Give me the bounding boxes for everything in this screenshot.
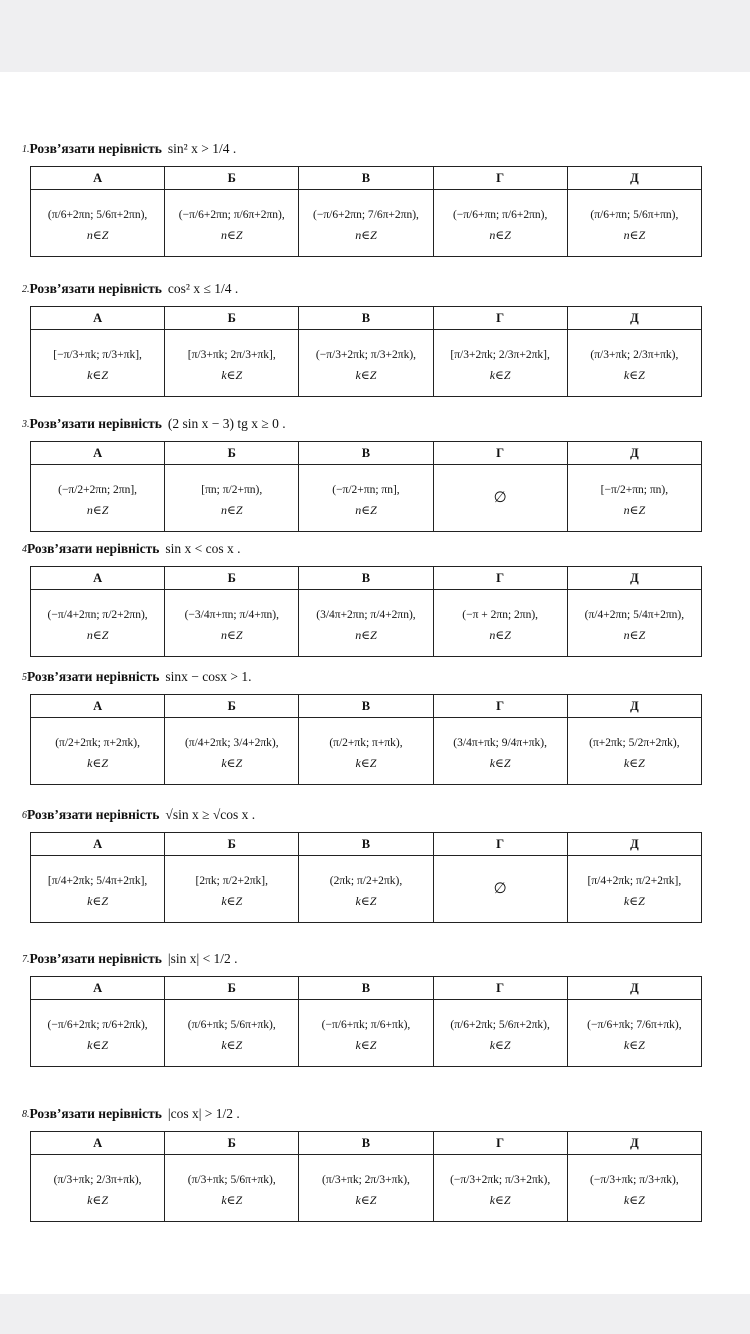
option-condition: k∈Z — [355, 1038, 377, 1052]
option-d[interactable] — [567, 465, 701, 532]
option-condition: k∈Z — [355, 1193, 377, 1207]
option-answer: (π/4+2πk; 3/4+2πk), — [184, 737, 279, 749]
header-g: Г — [433, 833, 567, 856]
option-answer: (π/4+2πn; 5/4π+2πn), — [584, 609, 685, 621]
option-answer: (π/6+πk; 5/6π+πk), — [187, 1019, 276, 1031]
option-b[interactable] — [165, 330, 299, 397]
option-b[interactable] — [165, 1155, 299, 1222]
option-condition: n∈Z — [623, 228, 646, 242]
empty-set-symbol: ∅ — [493, 881, 507, 897]
option-answer: (π/2+2πk; π+2πk), — [55, 737, 140, 749]
option-v[interactable] — [299, 190, 433, 257]
option-condition: k∈Z — [623, 894, 645, 908]
header-g: Г — [433, 307, 567, 330]
worksheet-page — [0, 72, 750, 1294]
option-b[interactable] — [165, 465, 299, 532]
header-v: В — [299, 442, 433, 465]
answer-table — [30, 694, 702, 785]
option-answer: [−π/2+πn; πn), — [600, 484, 669, 496]
answer-table — [30, 976, 702, 1067]
header-v: В — [299, 567, 433, 590]
option-answer: (π/6+2πk; 5/6π+2πk), — [450, 1019, 550, 1031]
header-b: Б — [165, 167, 299, 190]
header-v: В — [299, 167, 433, 190]
option-answer: (π/3+πk; 2π/3+πk), — [321, 1174, 410, 1186]
header-a: А — [31, 833, 165, 856]
option-condition: n∈Z — [355, 228, 377, 242]
option-answer: [π/3+πk; 2π/3+πk], — [187, 349, 276, 361]
answer-table — [30, 441, 702, 532]
problem-expression: sin² x > 1/4 . — [167, 141, 237, 156]
option-d[interactable] — [567, 590, 701, 657]
header-v: В — [299, 833, 433, 856]
option-d[interactable] — [567, 856, 701, 923]
problem-question — [22, 407, 702, 441]
answer-table — [30, 832, 702, 923]
header-b: Б — [165, 833, 299, 856]
header-g: Г — [433, 977, 567, 1000]
header-v: В — [299, 695, 433, 718]
header-a: А — [31, 695, 165, 718]
problem-question — [22, 942, 702, 976]
option-answer: (π/3+πk; 2/3π+πk), — [590, 349, 679, 361]
option-condition: n∈Z — [221, 503, 243, 517]
option-v[interactable] — [299, 856, 433, 923]
option-condition: k∈Z — [355, 894, 377, 908]
header-v: В — [299, 307, 433, 330]
header-d: Д — [567, 567, 701, 590]
header-a: А — [31, 442, 165, 465]
option-b[interactable] — [165, 856, 299, 923]
option-condition: k∈Z — [623, 1193, 645, 1207]
problem-prompt: Розв’язати нерівність — [29, 416, 162, 431]
option-answer: (−π/2+2πn; 2πn], — [58, 484, 138, 496]
option-condition: k∈Z — [489, 1193, 511, 1207]
problem-number: 5 — [22, 671, 27, 683]
option-condition: n∈Z — [355, 628, 377, 642]
option-g[interactable] — [433, 856, 567, 923]
header-v: В — [299, 977, 433, 1000]
option-condition: n∈Z — [86, 503, 109, 517]
option-answer: (π/3+πk; 5/6π+πk), — [187, 1174, 276, 1186]
option-answer: (2πk; π/2+2πk), — [329, 875, 403, 887]
option-condition: n∈Z — [86, 628, 109, 642]
option-condition: n∈Z — [355, 503, 377, 517]
option-g[interactable] — [433, 465, 567, 532]
option-answer: (π/6+2πn; 5/6π+2πn), — [47, 209, 148, 221]
problem-question — [22, 1097, 702, 1131]
problem-question — [22, 132, 702, 166]
problem-8 — [22, 1097, 702, 1222]
option-b[interactable] — [165, 718, 299, 785]
problem-prompt: Розв’язати нерівність — [29, 951, 162, 966]
problem-number: 1. — [22, 143, 30, 155]
option-v[interactable] — [299, 465, 433, 532]
problem-number: 6 — [22, 809, 27, 821]
option-answer: (−π/6+2πk; π/6+2πk), — [47, 1019, 148, 1031]
empty-set-symbol: ∅ — [493, 490, 507, 506]
header-g: Г — [433, 695, 567, 718]
option-answer: [π/4+2πk; 5/4π+2πk], — [47, 875, 148, 887]
header-b: Б — [165, 567, 299, 590]
option-condition: n∈Z — [221, 228, 243, 242]
option-answer: [−π/3+πk; π/3+πk], — [53, 349, 142, 361]
option-a[interactable] — [31, 856, 165, 923]
option-condition: n∈Z — [489, 228, 511, 242]
option-b[interactable] — [165, 190, 299, 257]
problem-6 — [22, 798, 702, 923]
header-d: Д — [567, 695, 701, 718]
option-answer: (3/4π+πk; 9/4π+πk), — [453, 737, 547, 749]
option-condition: k∈Z — [221, 894, 243, 908]
header-d: Д — [567, 1132, 701, 1155]
option-condition: n∈Z — [623, 503, 646, 517]
option-answer: [π/3+2πk; 2/3π+2πk], — [450, 349, 550, 361]
option-condition: k∈Z — [221, 1038, 243, 1052]
option-g[interactable] — [433, 190, 567, 257]
option-d[interactable] — [567, 1155, 701, 1222]
option-v[interactable] — [299, 718, 433, 785]
option-a[interactable] — [31, 190, 165, 257]
option-g[interactable] — [433, 1000, 567, 1067]
header-v: В — [299, 1132, 433, 1155]
header-a: А — [31, 307, 165, 330]
problem-question — [22, 272, 702, 306]
option-condition: n∈Z — [221, 628, 243, 642]
option-condition: n∈Z — [623, 628, 646, 642]
problem-1 — [22, 132, 702, 257]
problem-number: 3. — [22, 418, 30, 430]
option-d[interactable] — [567, 190, 701, 257]
problem-prompt: Розв’язати нерівність — [27, 669, 160, 684]
header-a: А — [31, 567, 165, 590]
option-a[interactable] — [31, 465, 165, 532]
header-a: А — [31, 167, 165, 190]
option-condition: n∈Z — [489, 628, 511, 642]
option-g[interactable] — [433, 718, 567, 785]
problem-expression: cos² x ≤ 1/4 . — [167, 281, 239, 296]
option-answer: (−π/6+πk; 7/6π+πk), — [587, 1019, 682, 1031]
answer-table — [30, 306, 702, 397]
option-answer: (−3/4π+πn; π/4+πn), — [184, 609, 279, 621]
answer-table — [30, 166, 702, 257]
header-d: Д — [567, 442, 701, 465]
problem-prompt: Розв’язати нерівність — [29, 281, 162, 296]
option-v[interactable] — [299, 1155, 433, 1222]
option-answer: (−π + 2πn; 2πn), — [462, 609, 539, 621]
header-a: А — [31, 977, 165, 1000]
option-answer: (−π/6+2πn; 7/6π+2πn), — [313, 209, 419, 221]
option-answer: (π/3+πk; 2/3π+πk), — [53, 1174, 142, 1186]
option-g[interactable] — [433, 590, 567, 657]
problem-expression: |sin x| < 1/2 . — [167, 951, 238, 966]
option-d[interactable] — [567, 718, 701, 785]
option-condition: k∈Z — [87, 1193, 109, 1207]
option-a[interactable] — [31, 1155, 165, 1222]
option-v[interactable] — [299, 1000, 433, 1067]
option-answer: (−π/3+πk; π/3+πk), — [590, 1174, 679, 1186]
option-condition: k∈Z — [623, 368, 645, 382]
problem-3 — [22, 407, 702, 532]
option-answer: [2πk; π/2+2πk], — [195, 875, 269, 887]
problem-number: 2. — [22, 283, 30, 295]
option-condition: k∈Z — [87, 1038, 109, 1052]
header-g: Г — [433, 167, 567, 190]
option-answer: [π/4+2πk; π/2+2πk], — [587, 875, 682, 887]
problem-number: 8. — [22, 1108, 30, 1120]
option-a[interactable] — [31, 330, 165, 397]
header-a: А — [31, 1132, 165, 1155]
option-g[interactable] — [433, 1155, 567, 1222]
problem-5 — [22, 660, 702, 785]
option-condition: k∈Z — [221, 756, 243, 770]
problem-expression: sin x < cos x . — [165, 541, 241, 556]
header-b: Б — [165, 307, 299, 330]
problem-question — [22, 660, 702, 694]
option-condition: k∈Z — [355, 756, 377, 770]
option-g[interactable] — [433, 330, 567, 397]
option-condition: k∈Z — [489, 1038, 511, 1052]
option-condition: k∈Z — [355, 368, 377, 382]
option-b[interactable] — [165, 590, 299, 657]
header-d: Д — [567, 167, 701, 190]
header-g: Г — [433, 1132, 567, 1155]
option-condition: k∈Z — [623, 1038, 645, 1052]
option-v[interactable] — [299, 590, 433, 657]
problem-expression: sinx − cosx > 1. — [165, 669, 252, 684]
option-condition: k∈Z — [489, 368, 511, 382]
header-d: Д — [567, 307, 701, 330]
option-answer: (π/6+πn; 5/6π+πn), — [590, 209, 679, 221]
problem-prompt: Розв’язати нерівність — [29, 1106, 162, 1121]
option-a[interactable] — [31, 590, 165, 657]
option-condition: k∈Z — [87, 368, 109, 382]
problem-expression: (2 sin x − 3) tg x ≥ 0 . — [167, 416, 286, 431]
option-condition: k∈Z — [87, 756, 109, 770]
option-condition: k∈Z — [221, 1193, 243, 1207]
option-condition: k∈Z — [489, 756, 511, 770]
header-d: Д — [567, 833, 701, 856]
problem-number: 4 — [22, 543, 27, 555]
option-answer: (π+2πk; 5/2π+2πk), — [589, 737, 680, 749]
answer-table — [30, 1131, 702, 1222]
header-b: Б — [165, 977, 299, 1000]
option-condition: k∈Z — [623, 756, 645, 770]
header-b: Б — [165, 1132, 299, 1155]
option-answer: (−π/3+2πk; π/3+2πk), — [315, 349, 417, 361]
problem-expression: √sin x ≥ √cos x . — [165, 807, 256, 822]
option-a[interactable] — [31, 718, 165, 785]
option-condition: n∈Z — [86, 228, 109, 242]
answer-table — [30, 566, 702, 657]
problem-question — [22, 532, 702, 566]
option-d[interactable] — [567, 1000, 701, 1067]
option-answer: (−π/6+πn; π/6+2πn), — [452, 209, 548, 221]
problem-question — [22, 798, 702, 832]
option-a[interactable] — [31, 1000, 165, 1067]
option-answer: (3/4π+2πn; π/4+2πn), — [316, 609, 416, 621]
problem-prompt: Розв’язати нерівність — [27, 807, 160, 822]
problem-prompt: Розв’язати нерівність — [29, 141, 162, 156]
option-answer: (−π/2+πn; πn], — [332, 484, 400, 496]
header-g: Г — [433, 442, 567, 465]
option-answer: [πn; π/2+πn), — [201, 484, 263, 496]
option-answer: (−π/3+2πk; π/3+2πk), — [450, 1174, 551, 1186]
header-b: Б — [165, 695, 299, 718]
option-answer: (−π/6+2πn; π/6π+2πn), — [178, 209, 285, 221]
header-g: Г — [433, 567, 567, 590]
option-condition: k∈Z — [221, 368, 243, 382]
problem-number: 7. — [22, 953, 30, 965]
problem-7 — [22, 942, 702, 1067]
problem-prompt: Розв’язати нерівність — [27, 541, 160, 556]
option-answer: (π/2+πk; π+πk), — [329, 737, 403, 749]
problem-expression: |cos x| > 1/2 . — [167, 1106, 240, 1121]
option-d[interactable] — [567, 330, 701, 397]
header-d: Д — [567, 977, 701, 1000]
option-v[interactable] — [299, 330, 433, 397]
option-b[interactable] — [165, 1000, 299, 1067]
problem-2 — [22, 272, 702, 397]
option-answer: (−π/6+πk; π/6+πk), — [321, 1019, 411, 1031]
option-condition: k∈Z — [87, 894, 109, 908]
header-b: Б — [165, 442, 299, 465]
option-answer: (−π/4+2πn; π/2+2πn), — [47, 609, 148, 621]
problem-4 — [22, 532, 702, 657]
